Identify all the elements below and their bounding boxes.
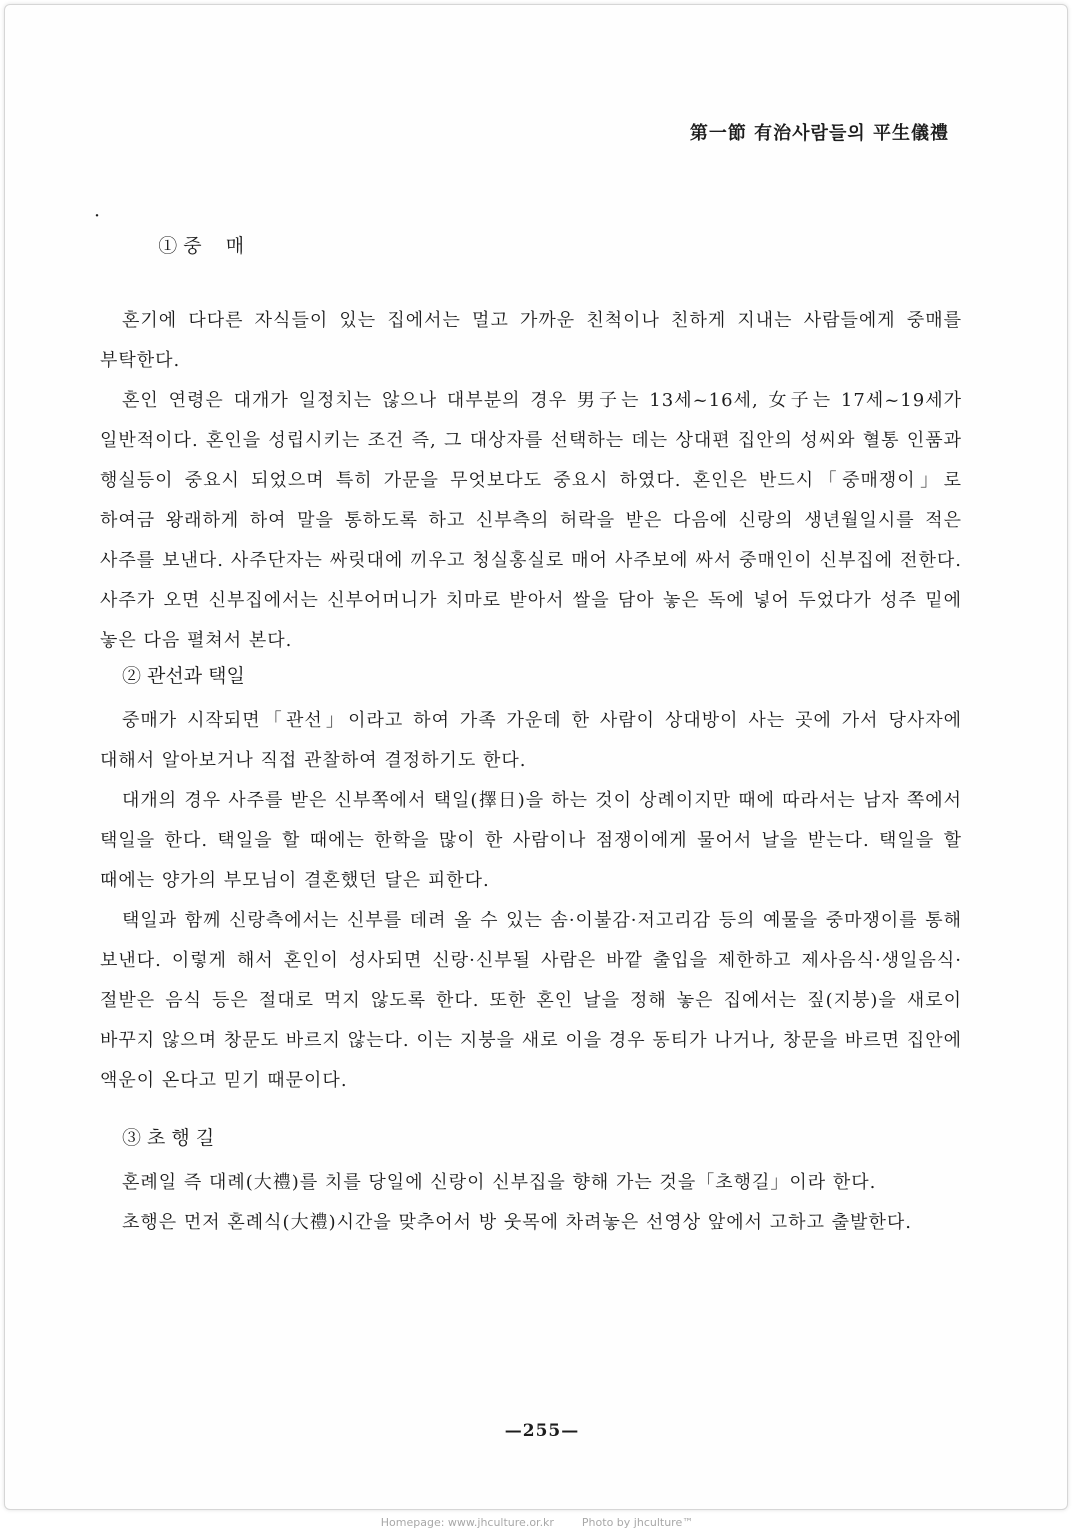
page-number: —255— xyxy=(504,1421,580,1441)
section-heading-jungmae xyxy=(94,201,962,291)
paragraph: 혼기에 다다른 자식들이 있는 집에서는 멀고 가까운 친척이나 친하게 지내는 사람들에게 중매를 부탁한다. xyxy=(100,310,962,371)
section-heading-chohaenggil: ③ 초 행 길 xyxy=(122,1127,215,1149)
section-heading-label: ① 중 매 xyxy=(158,235,245,257)
page-frame xyxy=(4,4,1068,1510)
section-heading-gwanseon: ② 관선과 택일 xyxy=(122,665,245,687)
paragraph: 혼인 연령은 대개가 일정치는 않으나 대부분의 경우 男子는 13세~16세, 女子는 17세~19세가 일반적이다. 혼인을 성립시키는 조건 즉, 그 대상자를 선택하는 데는 상대편 집안의 성씨와 혈통 인품과 행실등이 중요시 되었으며 특히 가문을 무엇보다도 중요시 하였다. 혼인은 반드시「중매쟁이」로 하여금 왕래하게 하여 말을 통하도록 하고 신부측의 허락을 받은 다음에 신랑의 생년월일시를 적은 사주를 보낸다. 사주단자는 싸릿대에 끼우고 청실홍실로 매어 사주보에 싸서 중매인이 신부집에 전한다. 사주가 오면 신부집에서는 신부어머니가 치마로 받아서 쌀을 담아 놓은 독에 넣어 두었다가 성주 밑에 놓은 다음 펼쳐서 본다. xyxy=(100,390,962,651)
paragraph: 중매가 시작되면「관선」이라고 하여 가족 가운데 한 사람이 상대방이 사는 곳에 가서 당사자에 대해서 알아보거나 직접 관찰하여 결정하기도 한다. xyxy=(100,710,962,771)
paragraph: 혼례일 즉 대례(大禮)를 치를 당일에 신랑이 신부집을 향해 가는 것을「초행길」이라 한다. xyxy=(122,1172,877,1193)
paragraph: 대개의 경우 사주를 받은 신부쪽에서 택일(擇日)을 하는 것이 상례이지만 때에 따라서는 남자 쪽에서 택일을 한다. 택일을 할 때에는 한학을 많이 한 사람이나 점쟁이에게 물어서 날을 받는다. 택일을 할 때에는 양가의 부모님이 결혼했던 달은 피한다. xyxy=(100,790,962,891)
footer-credit: Homepage: www.jhculture.or.kr Photo by jhculture™ xyxy=(380,1516,694,1529)
paragraph: 택일과 함께 신랑측에서는 신부를 데려 올 수 있는 솜·이불감·저고리감 등의 예물을 중마쟁이를 통해 보낸다. 이렇게 해서 혼인이 성사되면 신랑·신부될 사람은 바깥 출입을 제한하고 제사음식·생일음식·절받은 음식 등은 절대로 먹지 않도록 한다. 또한 혼인 날을 정해 놓은 집에서는 짚(지붕)을 새로이 바꾸지 않으며 창문도 바르지 않는다. 이는 지붕을 새로 이을 경우 동티가 나거나, 창문을 바르면 집안에 액운이 온다고 믿기 때문이다. xyxy=(100,910,962,1091)
bullet-dot: · xyxy=(94,205,101,227)
paragraph: 초행은 먼저 혼례식(大禮)시간을 맞추어서 방 웃목에 차려놓은 선영상 앞에서 고하고 출발한다. xyxy=(122,1212,912,1233)
document-body xyxy=(94,201,962,1243)
running-header: 第一節 有治사람들의 平生儀禮 xyxy=(689,123,949,144)
